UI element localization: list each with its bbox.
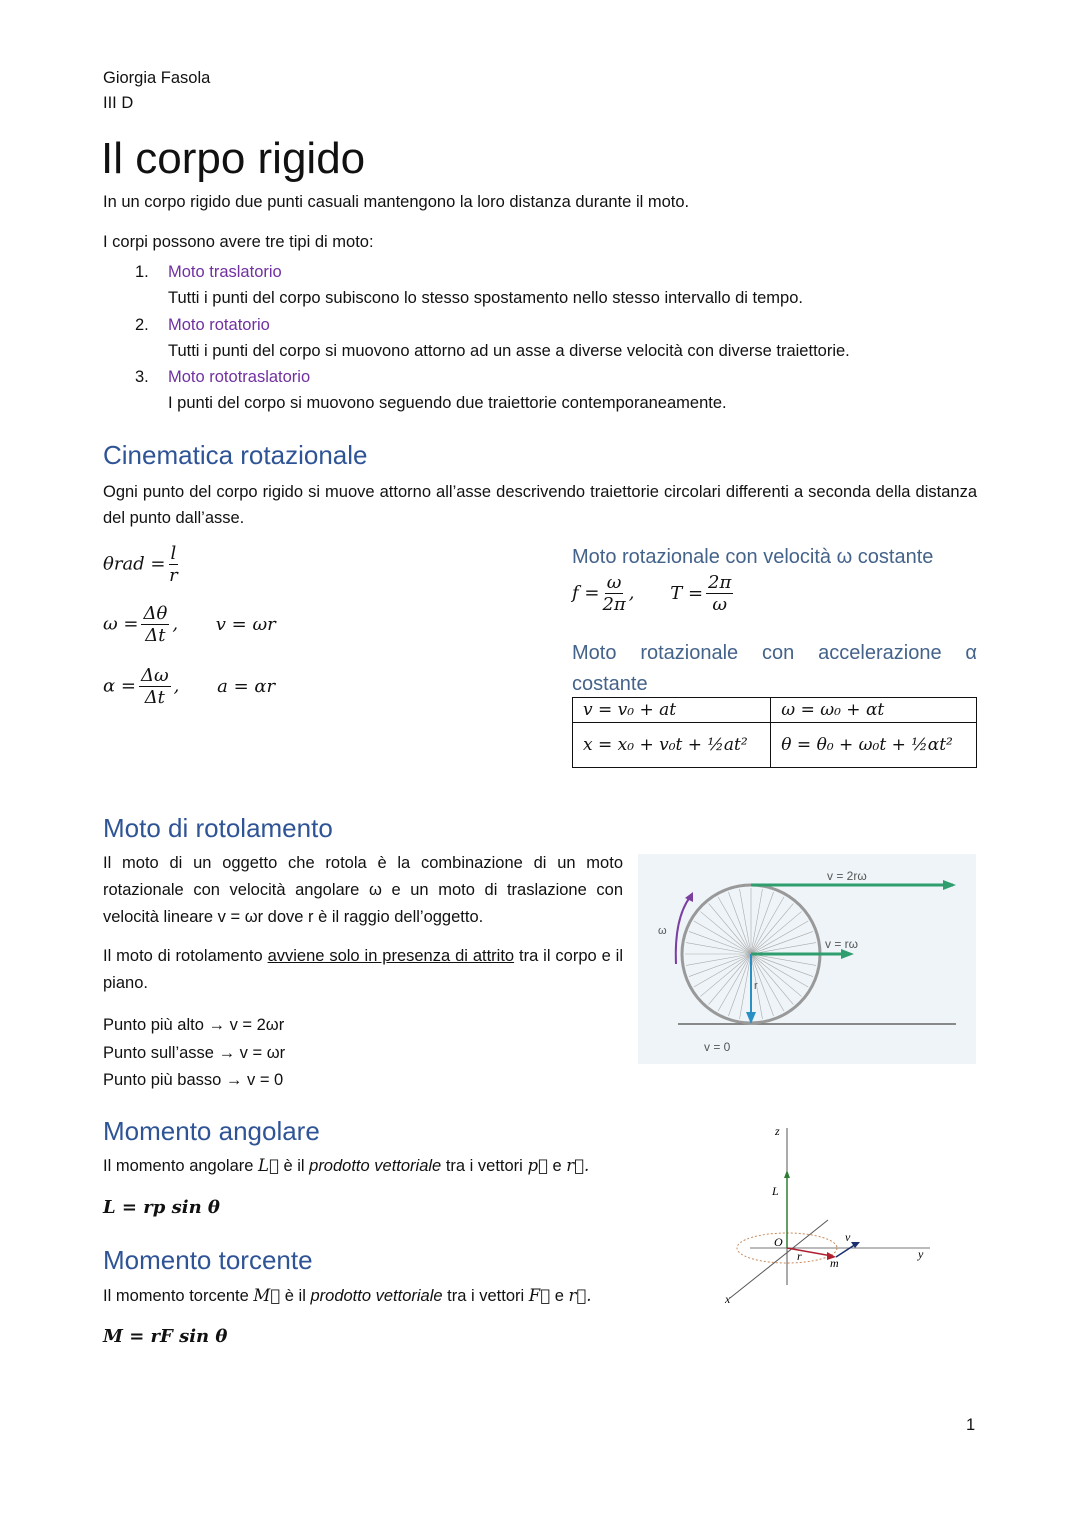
list-number: 1. [135, 263, 149, 281]
vector-r: r⃗. [566, 1156, 590, 1175]
label-bottom-velocity: v = 0 [704, 1040, 731, 1054]
list-title: Moto rotatorio [168, 315, 270, 334]
vector-L: L⃗ [258, 1156, 279, 1175]
table-cell: ω = ω₀ + αt [771, 698, 977, 723]
formula-alpha: α = $\frac{\Delta\omega}{\Delta t}$ , a = αr [103, 665, 276, 708]
list-item [135, 259, 850, 285]
list-desc: Tutti i punti del corpo si muovono attorno ad un asse a diverse velocità con diverse traiettorie. [168, 341, 850, 360]
heading-momento-angolare: Momento angolare [103, 1116, 320, 1146]
label-O: O [774, 1235, 783, 1249]
text: Il moto di rotolamento [103, 947, 268, 965]
formula-theta [103, 543, 181, 586]
denominator: r [169, 565, 178, 586]
author: Giorgia Fasola [103, 69, 211, 87]
denominator: Δt [145, 625, 166, 646]
italic-text: prodotto vettoriale [310, 1287, 443, 1305]
cinematica-text: Ogni punto del corpo rigido si muove attorno all’asse descrivendo traiettorie circolari differenti a seconda della distanza del punto dall’asse. [103, 483, 977, 527]
intro: In un corpo rigido due punti casuali mantengono la loro distanza durante il moto. [103, 193, 690, 211]
list-number: 2. [135, 315, 149, 334]
label-top-velocity: v = 2rω [827, 869, 867, 883]
list-desc: I punti del corpo si muovono seguendo due traiettorie contemporaneamente. [168, 394, 727, 413]
table-row [573, 723, 977, 768]
denominator: ω [712, 594, 728, 615]
momento-angolare-text [103, 1156, 589, 1176]
label-r: r [797, 1249, 802, 1263]
momento-torcente-text [103, 1286, 592, 1306]
const-vel-heading: Moto rotazionale con velocità ω costante [572, 546, 934, 568]
formula-L: L = rp sin θ [103, 1197, 220, 1218]
label-m: m [830, 1256, 839, 1270]
text: tra i vettori [442, 1287, 529, 1305]
denominator: 2π [602, 594, 626, 615]
text: Il momento torcente [103, 1287, 254, 1305]
list-item: Punto sull’asse → v = ωr [103, 1043, 286, 1062]
types-intro: I corpi possono avere tre tipi di moto: [103, 233, 374, 251]
formula-lhs: α = [103, 675, 136, 697]
formula-lhs: f = [572, 582, 600, 604]
vector-M: M⃗ [253, 1286, 281, 1305]
table-cell: θ = θ₀ + ω₀t + ½αt² [771, 723, 977, 768]
rolling-wheel-figure [638, 854, 976, 1064]
label-L: L [772, 1184, 779, 1198]
list-item: Punto più alto → v = 2ωr [103, 1016, 285, 1034]
list-item [135, 364, 850, 390]
vector-F: F⃗ [528, 1286, 551, 1305]
equations-table [572, 697, 977, 768]
italic-text: prodotto vettoriale [309, 1157, 442, 1175]
text: e [550, 1287, 569, 1305]
table-cell: x = x₀ + v₀t + ½at² [573, 723, 771, 768]
axis-x-label: x [725, 1292, 731, 1306]
vector-p: p⃗ [527, 1156, 548, 1175]
formula-lhs: ω = [103, 613, 139, 635]
vector-r: r⃗. [568, 1286, 592, 1305]
formula-lhs: θrad = [103, 553, 166, 575]
heading-momento-torcente: Momento torcente [103, 1245, 313, 1275]
list-title: Moto traslatorio [168, 263, 282, 281]
label-radius: r [754, 980, 758, 992]
class: III D [103, 94, 134, 112]
const-acc-heading: Moto rotazionale con accelerazione α costante [572, 642, 977, 695]
list-item: Punto più basso → v = 0 [103, 1071, 284, 1089]
label-omega: ω [658, 925, 667, 937]
list-number: 3. [135, 368, 149, 387]
page-number: 1 [966, 1416, 976, 1434]
list-desc: Tutti i punti del corpo subiscono lo stesso spostamento nello stesso intervallo di tempo. [168, 289, 803, 308]
numerator: l [170, 543, 177, 564]
formula-lhs: T = [670, 582, 704, 604]
text: è il [280, 1287, 311, 1305]
text: tra i vettori [441, 1157, 528, 1175]
table-row [573, 698, 977, 723]
rotolamento-p2 [103, 943, 623, 997]
rotolamento-p1: Il moto di un oggetto che rotola è la combinazione di un moto rotazionale con velocità angolare ω e un moto di traslazione con velocità lineare v = ωr dove r è il raggio dell’oggetto. [103, 854, 623, 926]
numerator: Δθ [143, 603, 168, 624]
formula-v: v = ωr [215, 613, 276, 635]
axis-z-label: z [775, 1124, 780, 1138]
angular-momentum-figure [720, 1120, 940, 1310]
table-cell: v = v₀ + at [573, 698, 771, 723]
header [103, 66, 210, 116]
label-v: v [845, 1230, 851, 1244]
text: Il momento angolare [103, 1157, 259, 1175]
page-title: Il corpo rigido [101, 134, 366, 183]
label-mid-velocity: v = rω [825, 937, 859, 951]
list-item [135, 312, 850, 338]
formula-omega: ω = $\frac{\Delta\theta}{\Delta t}$ , v = ωr [103, 603, 276, 646]
formula-a: a = αr [217, 675, 276, 697]
formula-f-T: f = $\frac{\omega}{2\pi}$ , T = $\frac{2\pi}{\omega}$ [572, 572, 732, 615]
text: e [547, 1157, 567, 1175]
heading-rotolamento: Moto di rotolamento [103, 813, 333, 843]
list-title: Moto rototraslatorio [168, 368, 311, 387]
underlined-text: avviene solo in presenza di attrito [267, 947, 515, 965]
text: tra il corpo e il piano. [103, 947, 624, 992]
axis-y-label: y [918, 1247, 924, 1261]
types-list [135, 259, 850, 417]
heading-cinematica: Cinematica rotazionale [103, 440, 368, 470]
denominator: Δt [144, 687, 165, 708]
numerator: ω [606, 572, 622, 593]
numerator: Δω [140, 665, 169, 686]
formula-M: M = rF sin θ [103, 1326, 228, 1347]
points-list [103, 1012, 285, 1095]
text: è il [278, 1157, 310, 1175]
numerator: 2π [708, 572, 732, 593]
